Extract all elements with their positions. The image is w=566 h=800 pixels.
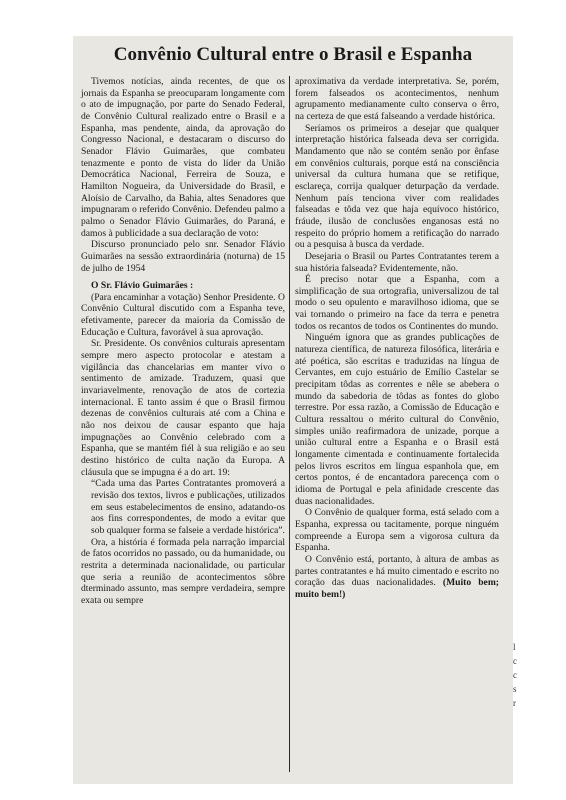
speech-paragraph: Sr. Presidente. Os convênios culturais apresentam sempre mero aspecto protocolar e atestam a vigilância das chancelarias em manter vivo o sentimento de amizade. Traduzem, quasi que invariavelmente, renovação de atos de cortezia internacional. E tanto assim é que o Brasil firmou dezenas de convênios culturais até com a China e não nos deixou de causar espanto que haja impugnações ao Convênio celebrado com a Espanha, que se mantém fiél à sua religião e ao seu destino histórico de culta nação da Europa. A cláusula que se impugna é a do art. 19: <box>81 338 285 478</box>
closing-text: O Convênio está, portanto, à altura de ambas as partes contratantes e há muito cimentado e escrito no coração das duas nacionalidades. <box>295 553 499 589</box>
margin-fragment: l <box>513 642 516 652</box>
margin-fragment: r <box>513 698 516 708</box>
applause-note: (Muito bem; muito bem!) <box>295 577 500 600</box>
adjacent-clipping-edge <box>513 640 525 790</box>
speech-paragraph: (Para encaminhar a votação) Senhor Presidente. O Convênio Cultural discutido com a Espanha teve, efetivamente, parecer da maioria da Comissão de Educação e Cultura, favorável à sua aprovação. <box>81 291 285 338</box>
column-divider <box>289 76 290 772</box>
closing-paragraph <box>295 554 499 601</box>
article-19-quote: “Cada uma das Partes Contratantes promoverá a revisão dos textos, livros e publicações, utilizados em seus estabelecimentos de ensino, adatando-os aos fins correspondentes, de modo a evitar que sob qualquer forma se falseie a verdade histórica”. <box>91 478 285 536</box>
speech-paragraph: É preciso notar que a Espanha, com a simplificação de sua ortografia, universalizou de tal modo o seu opulento e maravilhoso idioma, que se vai tornando o primeiro na face da terra e penetra todos os recantos de todos os Continentes do mundo. <box>295 274 499 332</box>
speech-paragraph: Ora, a história é formada pela narração imparcial de fatos ocorridos no passado, ou da humanidade, ou restrita a determinada nacionalidade, ou particular que seria a reunião de acontecimentos sôbre dterminado assunto, mas sempre verdadeira, sempre exata ou sempre <box>81 536 285 606</box>
headline-bar <box>73 36 513 74</box>
margin-fragment: c <box>513 656 517 666</box>
right-column <box>295 76 499 601</box>
speech-paragraph: Seríamos os primeiros a desejar que qualquer interpretação histórica falseada deva ser corrigida. Mandamento que não se contém senão por ênfase em convênios culturais, porque está na consciência universal da cultura humana que se retifique, esclareça, corrija qualquer deturpação da verdade. Nenhum país tenciona viver com realidades falseadas e tôda vez que haja equívoco histórico, fráude, ilusão de conclusões enganosas está no respeito do próprio homem a retificação do narrado ou a pesquisa à busca da verdade. <box>295 122 499 251</box>
speech-paragraph: aproximativa da verdade interpretativa. Se, porém, forem falseados os acontecimentos, nenhum agrupamento medianamente culto conserva o êrro, na certeza de que está falseando a verdade histórica. <box>295 76 499 122</box>
speech-paragraph: Desejaria o Brasil ou Partes Contratantes terem a sua história falseada? Evidentemente, não. <box>295 250 499 274</box>
margin-fragment: s <box>513 684 517 694</box>
speech-paragraph: Ninguém ignora que as grandes publicações de natureza científica, de natureza filosófica, literária e até poética, são escritas e traduzidas na língua de Cervantes, em cujo estuário de Emílio Castelar se precipitam tôdas as correntes e nêle se abebera o mundo da sabedoria de tôdas as fontes do globo terrestre. Por essa razão, a Comissão de Educação e Cultura ressaltou o mérito cultural do Convênio, simples união reafirmadora de unizade, porque a união cultural entre a Espanha e o Brasil está longamente cimentada e continuamente fortalecida pelos livros escritos em língua espanhola que, em certos pontos, é de encantadora parecença com o idioma de Portugal e pela afinidade crescente das duas nacionalidades. <box>295 332 499 507</box>
speech-caption: Discurso pronunciado pelo snr. Senador Flávio Guimarães na sessão extraordinária (noturna) de 15 de julho de 1954 <box>81 239 285 274</box>
speaker-heading: O Sr. Flávio Guimarães : <box>91 280 194 292</box>
article-headline: Convênio Cultural entre o Brasil e Espanha <box>113 44 473 65</box>
speech-paragraph: O Convênio de qualquer forma, está selado com a Espanha, expressa ou tacitamente, porque ninguém compreende a Europa sem a vigorosa cultura da Espanha. <box>295 507 499 554</box>
newspaper-clipping <box>73 36 513 784</box>
intro-paragraph: Tivemos notícias, ainda recentes, de que os jornais da Espanha se preocuparam longamente com o ato de impugnação, por parte do Senado Federal, de Convênio Cultural realizado entre o Brasil e a Espanha, mas pendente, ainda, da aprovação do Congresso Nacional, e destacaram o discurso do Senador Flávio Guimarães, que combateu tenazmente e ponto de vista do líder da União Democrática Nacional, Ferreira de Souza, e Hamilton Nogueira, da Universidade do Brasil, e Aloísio de Carvalho, da Bahia, altes Senadores que impugnaram o referido Convênio. Defendeu palmo a palmo o Senador Flávio Guimarães, do Paraná, e damos à publicidade a sua declaração de voto: <box>81 76 285 239</box>
left-column <box>81 76 285 607</box>
margin-fragment: c <box>513 670 517 680</box>
